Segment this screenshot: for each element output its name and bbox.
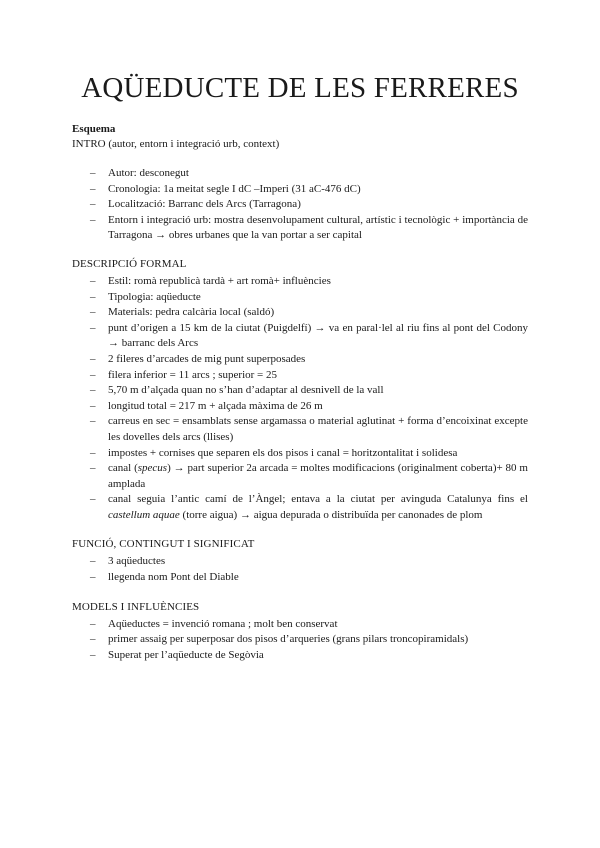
list-item-text: Materials: pedra calcària local (saldó)	[108, 306, 275, 319]
list-item	[72, 632, 528, 648]
dash-bullet: –	[90, 633, 96, 646]
dash-bullet: –	[90, 555, 96, 568]
list-item	[72, 368, 528, 384]
list-item-text: carreus en sec = ensamblats sense argamassa o material aglutinat + forma d’encoixinat excepte les dovelles dels arcs (llises)	[108, 415, 528, 443]
list-item	[72, 352, 528, 368]
document-title: AQÜEDUCTE DE LES FERRERES	[81, 72, 519, 104]
funcio-list	[72, 554, 528, 585]
list-item-text: 3 aqüeductes	[108, 555, 166, 568]
list-item-text: Autor: desconegut	[108, 167, 189, 179]
dash-bullet: –	[90, 493, 96, 506]
canal-text-post: ) → part superior 2a arcada = moltes modificacions (originalment coberta)+ 80 m amplada	[108, 462, 528, 490]
list-item	[72, 197, 528, 213]
dash-bullet: –	[90, 446, 96, 459]
dash-bullet: –	[90, 198, 96, 211]
list-item-text: Localització: Barranc dels Arcs (Tarragona)	[108, 198, 301, 211]
subheading: Esquema	[72, 123, 116, 135]
canal-text-italic: specus	[137, 462, 168, 475]
dash-bullet: –	[90, 182, 96, 195]
list-item	[72, 274, 528, 290]
list-item	[72, 446, 528, 462]
dash-bullet: –	[90, 274, 96, 287]
list-item	[72, 414, 528, 445]
models-list	[72, 617, 528, 664]
list-item-text: Cronologia: 1a meitat segle I dC –Imperi (31 aC-476 dC)	[108, 182, 361, 195]
list-item	[72, 617, 528, 633]
list-item-text: Entorn i integració urb: mostra desenvolupament cultural, artístic i tecnològic + importància de Tarragona → obres urbanes que la van portar a ser capital	[108, 213, 528, 242]
list-item-cami	[72, 492, 528, 523]
list-item	[72, 554, 528, 570]
list-item-text: 5,70 m d’alçada quan no s’han d’adaptar al desnivell de la vall	[108, 384, 384, 397]
list-item	[72, 570, 528, 586]
dash-bullet: –	[90, 462, 96, 475]
dash-bullet: –	[90, 352, 96, 365]
list-item-text: llegenda nom Pont del Diable	[108, 571, 239, 584]
list-item	[72, 182, 528, 198]
cami-text-pre: canal seguia l’antic camí de l’Àngel; entava a la ciutat per avinguda Catalunya fins el	[108, 493, 528, 506]
list-item	[72, 305, 528, 321]
section-title-models: MODELS I INFLUÈNCIES	[72, 600, 200, 613]
list-item-text: longitud total = 217 m + alçada màxima de 26 m	[108, 399, 323, 412]
list-item-text: impostes + cornises que separen els dos pisos i canal = horitzontalitat i solidesa	[108, 446, 458, 459]
list-item-text: 2 fileres d’arcades de mig punt superposades	[108, 352, 306, 365]
list-item-text: punt d’origen a 15 km de la ciutat (Puigdelfí) → va en paral·lel al riu fins al pont del Codony → barranc dels Arcs	[108, 321, 528, 350]
dash-bullet: –	[90, 384, 96, 397]
list-item	[72, 321, 528, 352]
list-item-text: Tipologia: aqüeducte	[108, 290, 201, 303]
cami-text-post: (torre aigua) → aigua depurada o distribuïda per canonades de plom	[179, 508, 483, 521]
list-item-text: primer assaig per superposar dos pisos d’arqueries (grans pilars troncopiramidals)	[108, 633, 469, 646]
section-title-descripcio: DESCRIPCIÓ FORMAL	[72, 257, 187, 270]
dash-bullet: –	[90, 415, 96, 428]
list-item-canal	[72, 461, 528, 492]
dash-bullet: –	[90, 399, 96, 412]
list-item-text: Superat per l’aqüeducte de Segòvia	[108, 648, 264, 661]
list-item-text: Aqüeductes = invenció romana ; molt ben conservat	[108, 617, 338, 630]
cami-text-italic: castellum aquae	[108, 508, 180, 521]
intro-list	[72, 166, 528, 244]
document-page	[72, 70, 528, 663]
list-item-text: filera inferior = 11 arcs ; superior = 25	[108, 368, 277, 381]
dash-bullet: –	[90, 617, 96, 630]
dash-bullet: –	[90, 648, 96, 661]
list-item	[72, 399, 528, 415]
intro-line: INTRO (autor, entorn i integració urb, context)	[72, 138, 280, 150]
dash-bullet: –	[90, 306, 96, 319]
dash-bullet: –	[90, 571, 96, 584]
descripcio-list	[72, 274, 528, 524]
dash-bullet: –	[90, 213, 96, 226]
canal-text-pre: canal (	[108, 462, 138, 475]
dash-bullet: –	[90, 321, 96, 334]
list-item	[72, 166, 528, 182]
dash-bullet: –	[90, 290, 96, 303]
section-title-funcio: FUNCIÓ, CONTINGUT I SIGNIFICAT	[72, 538, 255, 551]
list-item	[72, 213, 528, 244]
list-item	[72, 383, 528, 399]
list-item	[72, 290, 528, 306]
list-item	[72, 648, 528, 664]
dash-bullet: –	[90, 167, 96, 179]
list-item-text: Estil: romà republicà tardà + art romà+ influències	[108, 274, 331, 287]
dash-bullet: –	[90, 368, 96, 381]
